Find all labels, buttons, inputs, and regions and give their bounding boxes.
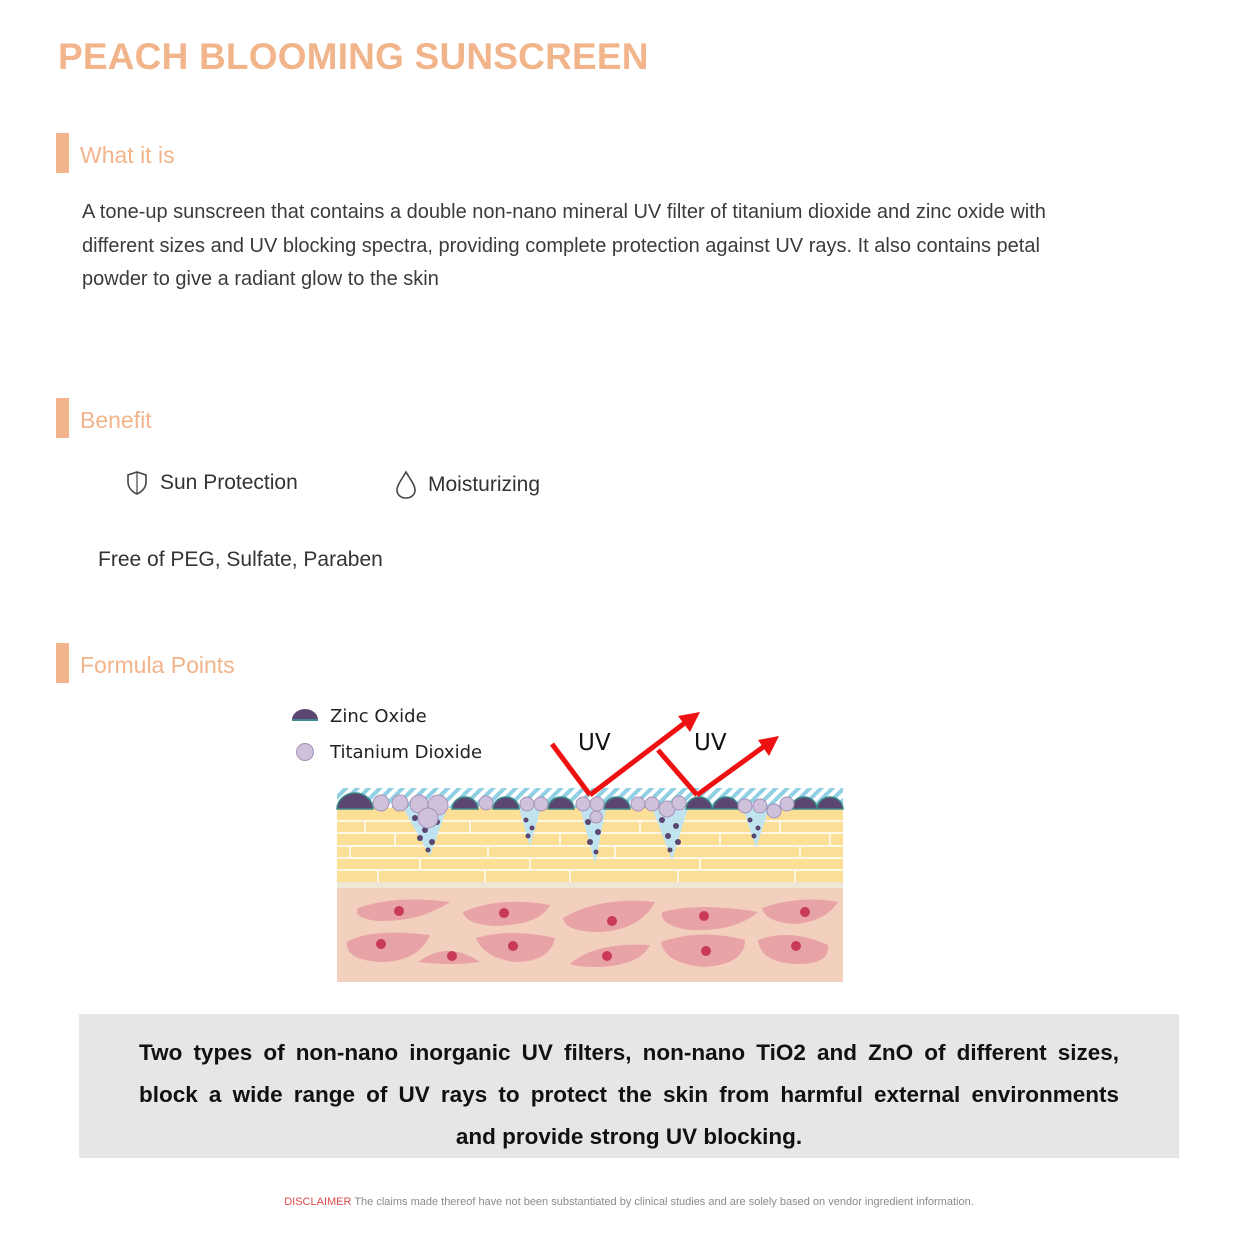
- section-heading-formula-points: Formula Points: [80, 652, 235, 678]
- description-line: powder to give a radiant glow to the skin: [82, 268, 439, 290]
- disclaimer-tag: DISCLAIMER: [284, 1196, 352, 1208]
- section-marker: [56, 398, 69, 438]
- arrow-head: [678, 712, 700, 732]
- droplet-icon: [395, 470, 417, 500]
- zinc-oxide-legend-icon: [292, 709, 318, 720]
- benefit-label: Moisturizing: [428, 473, 541, 496]
- page-title: PEACH BLOOMING SUNSCREEN: [58, 36, 649, 77]
- summary-box: [79, 1014, 1179, 1158]
- benefit-sun-protection: [125, 470, 298, 496]
- uv-label: UV: [694, 730, 727, 756]
- section-heading-what-it-is: What it is: [80, 142, 175, 168]
- summary-line: Two types of non-nano inorganic UV filters, non-nano TiO2 and ZnO of different sizes,: [139, 1040, 1119, 1065]
- uv-label: UV: [578, 730, 611, 756]
- description-line: A tone-up sunscreen that contains a double non-nano mineral UV filter of titanium dioxide and zinc oxide with: [82, 201, 1046, 223]
- summary-line: and provide strong UV blocking.: [455, 1124, 803, 1149]
- benefit-moisturizing: [395, 470, 540, 500]
- section-marker: [56, 133, 69, 173]
- free-of-text: Free of PEG, Sulfate, Paraben: [98, 548, 383, 571]
- description-line: different sizes and UV blocking spectra, providing complete protection against UV rays. It also contains petal: [82, 234, 1040, 257]
- summary-line: block a wide range of UV rays to protect the skin from harmful external environments: [139, 1082, 1119, 1107]
- disclaimer-text: The claims made thereof have not been substantiated by clinical studies and are solely based on vendor ingredient information.: [354, 1196, 974, 1208]
- benefit-label: Sun Protection: [160, 471, 298, 494]
- legend-titanium-dioxide: Titanium Dioxide: [330, 742, 483, 763]
- disclaimer: [0, 1196, 1258, 1208]
- titanium-dioxide-legend-icon: [297, 744, 314, 761]
- skin-uv-diagram: [280, 700, 880, 990]
- section-heading-benefit: Benefit: [80, 407, 152, 433]
- section-marker: [56, 643, 69, 683]
- basal-line: [337, 882, 843, 888]
- legend-zinc-oxide: Zinc Oxide: [330, 706, 427, 727]
- product-description: [82, 196, 1172, 297]
- shield-icon: [125, 470, 149, 496]
